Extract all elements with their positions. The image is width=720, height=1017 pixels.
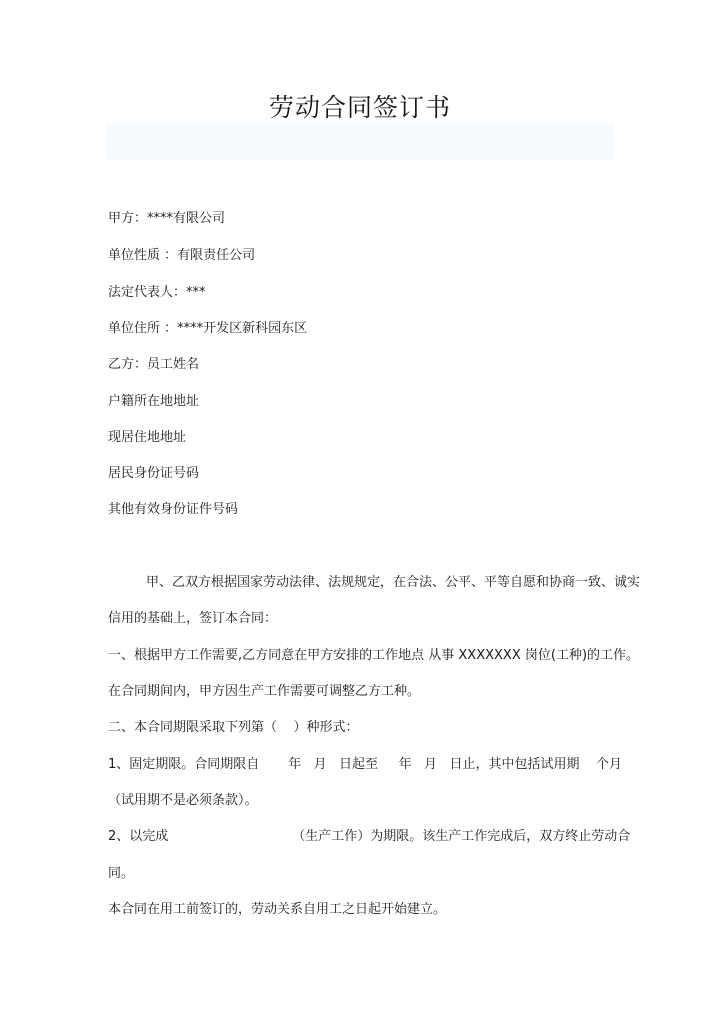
clause2-title: 二、本合同期限采取下列第（ ）种形式： <box>108 720 359 735</box>
employer-line: 甲方：****有限公司 <box>108 211 226 226</box>
legal-rep-line: 法定代表人：*** <box>108 285 206 300</box>
unit-nature-line: 单位性质 ：有限责任公司 <box>108 248 256 263</box>
household-address-line: 户籍所在地地址 <box>108 394 200 409</box>
current-address-line: 现居住地地址 <box>108 430 187 445</box>
clause2-note: 本合同在用工前签订的，劳动关系自用工之日起开始建立。 <box>108 902 447 917</box>
other-id-number-line: 其他有效身份证件号码 <box>108 502 239 517</box>
clause1-line2: 在合同期间内，甲方因生产工作需要可调整乙方工种。 <box>108 684 421 699</box>
unit-address-line: 单位住所 ：****开发区新科园东区 <box>108 321 308 336</box>
document-title: 劳动合同签订书 <box>268 93 451 122</box>
clause2-2-line2: 同。 <box>108 866 135 881</box>
intro-paragraph-line2: 信用的基础上，签订本合同： <box>108 611 278 626</box>
clause1-line1: 一、根据甲方工作需要,乙方同意在甲方安排的工作地点 从事 XXXXXXX 岗位(工种)的工作。 <box>108 648 640 663</box>
id-number-line: 居民身份证号码 <box>108 466 200 481</box>
intro-paragraph-line1: 甲、乙双方根据国家劳动法律、法规规定，在合法、公平、平等自愿和协商一致、诚实 <box>146 575 641 590</box>
employee-line: 乙方：员工姓名 <box>108 357 200 372</box>
clause2-2-line1: 2、以完成 （生产工作）为期限。该生产工作完成后，双方终止劳动合 <box>108 829 631 844</box>
clause2-1-line2: （试用期不是必须条款）。 <box>108 793 258 808</box>
clause2-1-line1: 1、固定期限。合同期限自 年 月 日起至 年 月 日止，其中包括试用期 个月 <box>108 757 622 772</box>
title-shaded-band <box>106 123 614 160</box>
